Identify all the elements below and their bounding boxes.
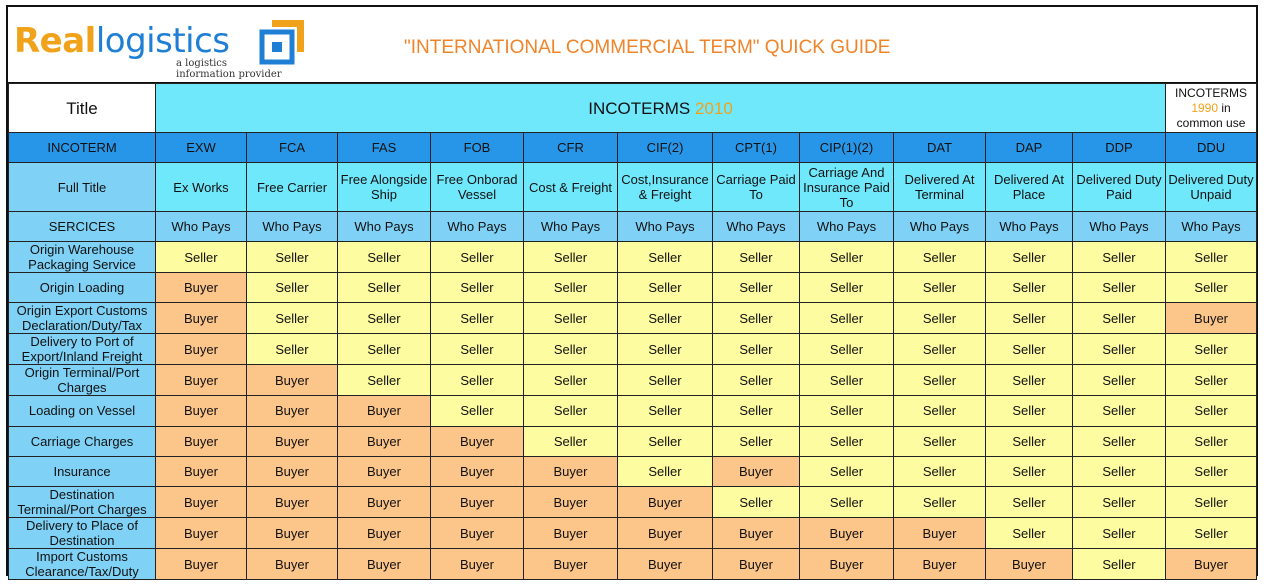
payer-cell: Seller <box>713 426 800 456</box>
corner-line1: INCOTERMS <box>1175 85 1248 100</box>
payer-cell: Buyer <box>524 549 618 580</box>
payer-cell: Seller <box>338 242 431 273</box>
payer-cell: Seller <box>618 334 713 365</box>
payer-cell: Seller <box>431 303 524 334</box>
page-header <box>8 7 1256 84</box>
payer-cell: Seller <box>894 273 986 303</box>
payer-cell: Seller <box>524 396 618 426</box>
logo-wordmark <box>14 22 230 60</box>
full-title-11: Delivered Duty Unpaid <box>1166 163 1257 212</box>
payer-cell: Buyer <box>524 487 618 518</box>
payer-cell: Seller <box>338 365 431 396</box>
service-name: Insurance <box>9 456 156 486</box>
incoterms-table <box>8 83 1257 580</box>
payer-cell: Buyer <box>338 549 431 580</box>
incoterms-year: 2010 <box>694 98 733 118</box>
who-pays-10: Who Pays <box>1073 212 1166 242</box>
payer-cell: Buyer <box>618 518 713 549</box>
payer-cell: Seller <box>618 242 713 273</box>
payer-cell: Seller <box>524 242 618 273</box>
payer-cell: Seller <box>800 334 894 365</box>
corner-line3: common use <box>1176 115 1246 130</box>
payer-cell: Buyer <box>156 549 247 580</box>
payer-cell: Seller <box>986 487 1073 518</box>
payer-cell: Seller <box>1166 518 1257 549</box>
full-title-4: Cost & Freight <box>524 163 618 212</box>
who-pays-row <box>9 212 1257 242</box>
payer-cell: Seller <box>713 365 800 396</box>
services-label: SERCICES <box>9 212 156 242</box>
payer-cell: Seller <box>894 334 986 365</box>
payer-cell: Buyer <box>338 456 431 486</box>
service-name: Delivery to Port of Export/Inland Freight <box>9 334 156 365</box>
payer-cell: Seller <box>247 334 338 365</box>
payer-cell: Seller <box>713 334 800 365</box>
service-name: Destination Terminal/Port Charges <box>9 487 156 518</box>
service-name: Origin Loading <box>9 273 156 303</box>
payer-cell: Buyer <box>524 456 618 486</box>
payer-cell: Seller <box>1166 365 1257 396</box>
full-title-row <box>9 163 1257 212</box>
payer-cell: Seller <box>800 242 894 273</box>
corner-year: 1990 <box>1191 100 1219 115</box>
payer-cell: Seller <box>1073 396 1166 426</box>
full-title-0: Ex Works <box>156 163 247 212</box>
who-pays-1: Who Pays <box>247 212 338 242</box>
payer-cell: Seller <box>894 303 986 334</box>
payer-cell: Seller <box>247 273 338 303</box>
incoterm-code-6: CPT(1) <box>713 133 800 163</box>
payer-cell: Seller <box>894 426 986 456</box>
payer-cell: Buyer <box>156 487 247 518</box>
payer-cell: Buyer <box>618 549 713 580</box>
service-name: Origin Export Customs Declaration/Duty/Tax <box>9 303 156 334</box>
payer-cell: Seller <box>986 273 1073 303</box>
payer-cell: Buyer <box>431 456 524 486</box>
realogistics-logo <box>14 10 314 82</box>
logo-tagline-line2: information provider <box>176 69 282 80</box>
payer-cell: Buyer <box>338 396 431 426</box>
payer-cell: Seller <box>1166 426 1257 456</box>
payer-cell: Seller <box>524 273 618 303</box>
payer-cell: Buyer <box>618 487 713 518</box>
payer-cell: Seller <box>713 487 800 518</box>
full-title-2: Free Alongside Ship <box>338 163 431 212</box>
payer-cell: Seller <box>338 334 431 365</box>
guide-frame <box>6 5 1258 580</box>
payer-cell: Seller <box>894 365 986 396</box>
payer-cell: Seller <box>1073 426 1166 456</box>
payer-cell: Seller <box>618 273 713 303</box>
incoterm-label: INCOTERM <box>9 133 156 163</box>
payer-cell: Seller <box>800 456 894 486</box>
service-row <box>9 365 1257 396</box>
payer-cell: Buyer <box>1166 549 1257 580</box>
service-row <box>9 549 1257 580</box>
payer-cell: Buyer <box>431 518 524 549</box>
logo-real-text: Real <box>14 21 96 61</box>
payer-cell: Seller <box>338 273 431 303</box>
payer-cell: Buyer <box>800 549 894 580</box>
payer-cell: Seller <box>338 303 431 334</box>
payer-cell: Seller <box>800 365 894 396</box>
payer-cell: Seller <box>156 242 247 273</box>
payer-cell: Buyer <box>247 487 338 518</box>
full-title-label: Full Title <box>9 163 156 212</box>
payer-cell: Buyer <box>156 456 247 486</box>
full-title-8: Delivered At Terminal <box>894 163 986 212</box>
service-name: Origin Terminal/Port Charges <box>9 365 156 396</box>
payer-cell: Seller <box>986 365 1073 396</box>
full-title-10: Delivered Duty Paid <box>1073 163 1166 212</box>
payer-cell: Buyer <box>156 396 247 426</box>
payer-cell: Seller <box>431 334 524 365</box>
title-label: Title <box>9 84 156 133</box>
incoterm-code-4: CFR <box>524 133 618 163</box>
full-title-6: Carriage Paid To <box>713 163 800 212</box>
payer-cell: Buyer <box>247 426 338 456</box>
payer-cell: Seller <box>524 303 618 334</box>
payer-cell: Buyer <box>713 456 800 486</box>
payer-cell: Seller <box>1073 487 1166 518</box>
payer-cell: Seller <box>986 396 1073 426</box>
payer-cell: Buyer <box>156 426 247 456</box>
payer-cell: Buyer <box>156 273 247 303</box>
payer-cell: Seller <box>986 242 1073 273</box>
payer-cell: Seller <box>986 456 1073 486</box>
payer-cell: Buyer <box>156 334 247 365</box>
service-row <box>9 273 1257 303</box>
payer-cell: Seller <box>986 334 1073 365</box>
payer-cell: Seller <box>800 487 894 518</box>
corner-line2 <box>1168 101 1254 116</box>
payer-cell: Seller <box>431 365 524 396</box>
incoterms-label: INCOTERMS <box>588 98 691 118</box>
who-pays-8: Who Pays <box>894 212 986 242</box>
payer-cell: Seller <box>618 426 713 456</box>
payer-cell: Buyer <box>247 518 338 549</box>
incoterm-code-0: EXW <box>156 133 247 163</box>
service-name: Carriage Charges <box>9 426 156 456</box>
who-pays-6: Who Pays <box>713 212 800 242</box>
service-row <box>9 456 1257 486</box>
payer-cell: Seller <box>618 396 713 426</box>
payer-cell: Seller <box>1073 518 1166 549</box>
service-name: Delivery to Place of Destination <box>9 518 156 549</box>
title-row <box>9 84 1257 133</box>
service-row <box>9 303 1257 334</box>
payer-cell: Buyer <box>986 549 1073 580</box>
logo-logistics-text: logistics <box>95 21 230 61</box>
payer-cell: Seller <box>618 365 713 396</box>
full-title-1: Free Carrier <box>247 163 338 212</box>
payer-cell: Buyer <box>800 518 894 549</box>
payer-cell: Seller <box>618 303 713 334</box>
payer-cell: Seller <box>1166 456 1257 486</box>
payer-cell: Seller <box>1073 456 1166 486</box>
incoterm-code-3: FOB <box>431 133 524 163</box>
payer-cell: Buyer <box>713 518 800 549</box>
payer-cell: Buyer <box>894 549 986 580</box>
service-row <box>9 518 1257 549</box>
who-pays-3: Who Pays <box>431 212 524 242</box>
payer-cell: Seller <box>800 303 894 334</box>
who-pays-7: Who Pays <box>800 212 894 242</box>
payer-cell: Seller <box>247 242 338 273</box>
incoterm-code-9: DAP <box>986 133 1073 163</box>
who-pays-5: Who Pays <box>618 212 713 242</box>
service-row <box>9 334 1257 365</box>
payer-cell: Seller <box>894 242 986 273</box>
service-row <box>9 396 1257 426</box>
corner-in: in <box>1218 100 1231 115</box>
payer-cell: Seller <box>524 334 618 365</box>
payer-cell: Seller <box>713 396 800 426</box>
payer-cell: Buyer <box>247 549 338 580</box>
service-name: Import Customs Clearance/Tax/Duty <box>9 549 156 580</box>
payer-cell: Seller <box>1073 365 1166 396</box>
payer-cell: Seller <box>1166 487 1257 518</box>
who-pays-0: Who Pays <box>156 212 247 242</box>
full-title-7: Carriage And Insurance Paid To <box>800 163 894 212</box>
payer-cell: Seller <box>986 518 1073 549</box>
payer-cell: Buyer <box>156 365 247 396</box>
full-title-3: Free Onborad Vessel <box>431 163 524 212</box>
incoterms-1990-note <box>1166 84 1257 133</box>
payer-cell: Seller <box>1073 334 1166 365</box>
payer-cell: Seller <box>1166 334 1257 365</box>
payer-cell: Buyer <box>431 549 524 580</box>
payer-cell: Buyer <box>338 426 431 456</box>
payer-cell: Seller <box>1166 242 1257 273</box>
who-pays-11: Who Pays <box>1166 212 1257 242</box>
payer-cell: Buyer <box>247 456 338 486</box>
payer-cell: Buyer <box>1166 303 1257 334</box>
payer-cell: Seller <box>800 396 894 426</box>
logo-tagline-line1: a logistics <box>176 58 228 69</box>
service-row <box>9 242 1257 273</box>
payer-cell: Seller <box>986 303 1073 334</box>
incoterm-code-row <box>9 133 1257 163</box>
incoterm-code-7: CIP(1)(2) <box>800 133 894 163</box>
payer-cell: Seller <box>894 396 986 426</box>
payer-cell: Seller <box>894 456 986 486</box>
who-pays-9: Who Pays <box>986 212 1073 242</box>
logo-box-icon <box>258 16 308 66</box>
payer-cell: Buyer <box>247 396 338 426</box>
payer-cell: Buyer <box>894 518 986 549</box>
payer-cell: Buyer <box>431 426 524 456</box>
who-pays-2: Who Pays <box>338 212 431 242</box>
page-title: "INTERNATIONAL COMMERCIAL TERM" QUICK GUIDE <box>404 37 891 58</box>
incoterm-code-8: DAT <box>894 133 986 163</box>
payer-cell: Seller <box>894 487 986 518</box>
payer-cell: Seller <box>1073 303 1166 334</box>
payer-cell: Seller <box>431 396 524 426</box>
full-title-9: Delivered At Place <box>986 163 1073 212</box>
payer-cell: Seller <box>713 273 800 303</box>
service-row <box>9 426 1257 456</box>
incoterm-code-11: DDU <box>1166 133 1257 163</box>
payer-cell: Seller <box>1073 242 1166 273</box>
payer-cell: Seller <box>618 456 713 486</box>
payer-cell: Seller <box>431 242 524 273</box>
payer-cell: Seller <box>986 426 1073 456</box>
payer-cell: Buyer <box>156 518 247 549</box>
payer-cell: Seller <box>1166 396 1257 426</box>
incoterms-2010-header <box>156 84 1166 133</box>
incoterm-code-2: FAS <box>338 133 431 163</box>
service-name: Loading on Vessel <box>9 396 156 426</box>
payer-cell: Buyer <box>431 487 524 518</box>
payer-cell: Buyer <box>713 549 800 580</box>
payer-cell: Seller <box>1073 273 1166 303</box>
payer-cell: Seller <box>800 273 894 303</box>
payer-cell: Seller <box>1166 273 1257 303</box>
incoterm-code-5: CIF(2) <box>618 133 713 163</box>
payer-cell: Buyer <box>247 365 338 396</box>
payer-cell: Seller <box>713 242 800 273</box>
payer-cell: Seller <box>800 426 894 456</box>
incoterm-code-10: DDP <box>1073 133 1166 163</box>
service-name: Origin Warehouse Packaging Service <box>9 242 156 273</box>
payer-cell: Seller <box>431 273 524 303</box>
payer-cell: Buyer <box>338 487 431 518</box>
payer-cell: Seller <box>247 303 338 334</box>
payer-cell: Buyer <box>338 518 431 549</box>
payer-cell: Seller <box>1073 549 1166 580</box>
payer-cell: Seller <box>524 426 618 456</box>
payer-cell: Buyer <box>156 303 247 334</box>
payer-cell: Seller <box>524 365 618 396</box>
full-title-5: Cost,Insurance & Freight <box>618 163 713 212</box>
who-pays-4: Who Pays <box>524 212 618 242</box>
payer-cell: Seller <box>713 303 800 334</box>
payer-cell: Buyer <box>524 518 618 549</box>
incoterm-code-1: FCA <box>247 133 338 163</box>
service-row <box>9 487 1257 518</box>
